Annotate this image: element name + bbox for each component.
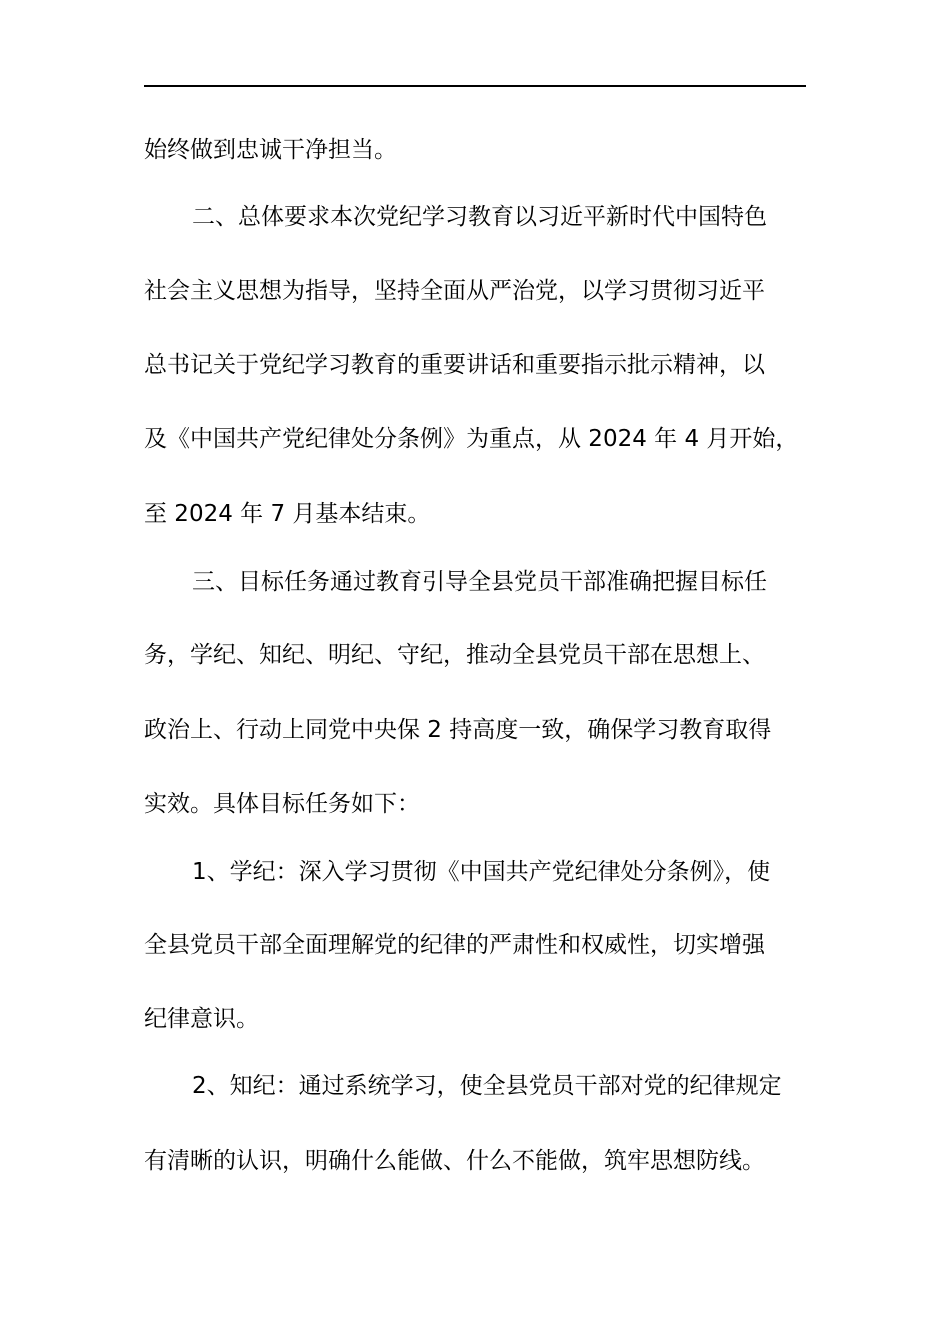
text-line: 及《中国共产党纪律处分条例》为重点，从 2024 年 4 月开始， — [144, 426, 799, 452]
text-line: 纪律意识。 — [144, 1006, 259, 1032]
text-line: 政治上、行动上同党中央保 2 持高度一致，确保学习教育取得 — [144, 717, 772, 743]
text-line: 总书记关于党纪学习教育的重要讲话和重要指示批示精神，以 — [144, 352, 765, 378]
header-rule — [144, 85, 806, 87]
text-line: 三、目标任务通过教育引导全县党员干部准确把握目标任 — [192, 569, 767, 595]
text-line: 务，学纪、知纪、明纪、守纪，推动全县党员干部在思想上、 — [144, 642, 765, 668]
text-line: 2、知纪：通过系统学习，使全县党员干部对党的纪律规定 — [192, 1073, 782, 1099]
text-line: 1、学纪：深入学习贯彻《中国共产党纪律处分条例》，使 — [192, 859, 771, 885]
text-line: 始终做到忠诚干净担当。 — [144, 137, 397, 163]
text-line: 有清晰的认识，明确什么能做、什么不能做，筑牢思想防线。 — [144, 1148, 765, 1174]
text-line: 二、总体要求本次党纪学习教育以习近平新时代中国特色 — [192, 204, 767, 230]
text-line: 实效。具体目标任务如下： — [144, 791, 420, 817]
text-line: 至 2024 年 7 月基本结束。 — [144, 501, 431, 527]
text-line: 全县党员干部全面理解党的纪律的严肃性和权威性，切实增强 — [144, 932, 765, 958]
text-line: 社会主义思想为指导，坚持全面从严治党，以学习贯彻习近平 — [144, 278, 765, 304]
